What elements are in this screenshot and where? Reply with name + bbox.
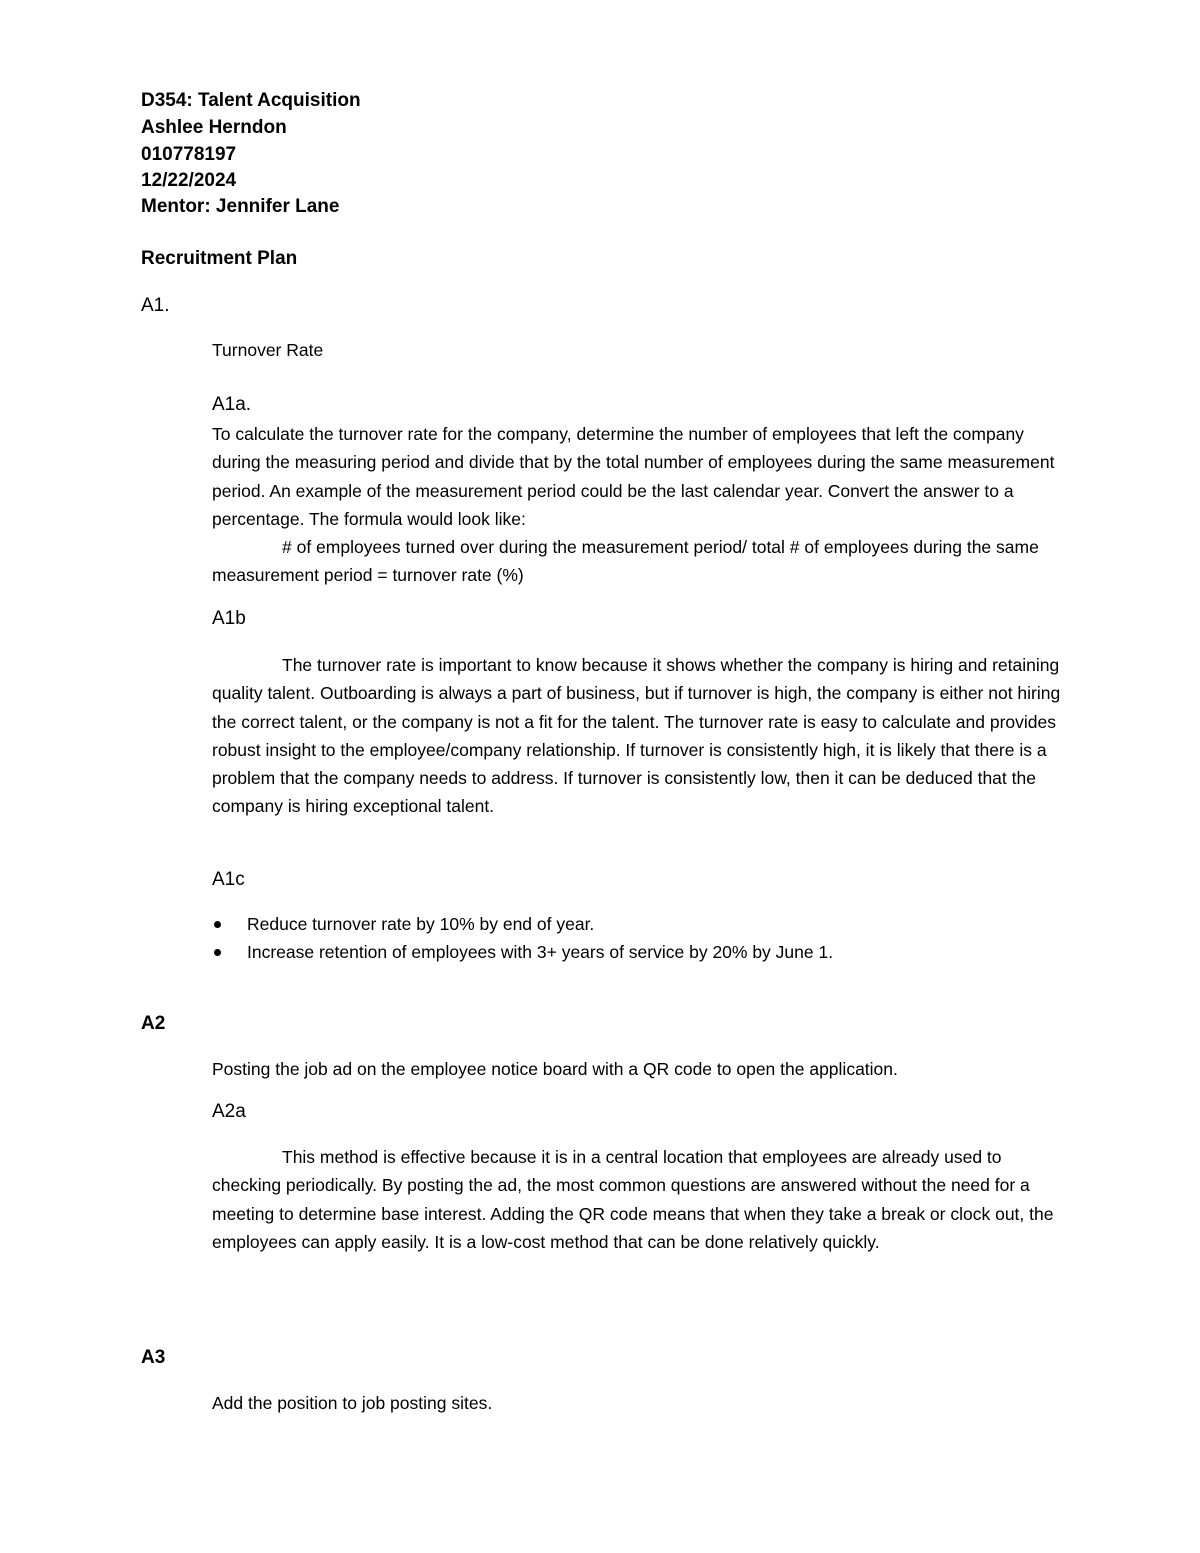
bullet-icon (214, 921, 221, 928)
section-label-a2: A2 (141, 1013, 166, 1034)
section-label-a1a: A1a. (212, 394, 252, 415)
student-id: 010778197 (141, 144, 237, 165)
a1b-body (212, 651, 1072, 821)
bullet-icon (214, 949, 221, 956)
section-label-a1: A1. (141, 295, 170, 316)
a1b-paragraph: The turnover rate is important to know because it shows whether the company is hiring and retaining quality talent. Outboarding is always a part of business, but if turnover is high, the company is either not hiring the correct talent, or the company is not a fit for the talent. The turnover rate is easy to calculate and provides robust insight to the employee/company relationship. If turnover is consistently high, it is likely that there is a problem that the company needs to address. If turnover is consistently low, then it can be deduced that the company is hiring exceptional talent. (212, 655, 1061, 817)
mentor-name: Mentor: Jennifer Lane (141, 196, 340, 217)
list-item-text: Reduce turnover rate by 10% by end of year. (247, 914, 595, 934)
a2a-paragraph: This method is effective because it is in a central location that employees are already used to checking periodically. By posting the ad, the most common questions are answered without the need for a meeting to determine base interest. Adding the QR code means that when they take a break or clock out, the employees can apply easily. It is a low-cost method that can be done relatively quickly. (212, 1147, 1054, 1252)
a3-body (212, 1389, 1072, 1417)
submission-date: 12/22/2024 (141, 170, 237, 191)
a1a-paragraph: To calculate the turnover rate for the company, determine the number of employees that left the company during the measuring period and divide that by the total number of employees during the same measurement period. An example of the measurement period could be the last calendar year. Convert the answer to a percentage. The formula would look like: (212, 424, 1055, 529)
a1c-goal-list (212, 910, 1072, 967)
section-label-a3: A3 (141, 1347, 166, 1368)
a2-body (212, 1055, 1072, 1083)
course-title: D354: Talent Acquisition (141, 90, 361, 111)
student-name: Ashlee Herndon (141, 117, 287, 138)
document-title: Recruitment Plan (141, 248, 298, 269)
list-item (212, 938, 1072, 966)
a1a-body (212, 420, 1072, 590)
a3-paragraph: Add the position to job posting sites. (212, 1393, 493, 1413)
section-label-a1b: A1b (212, 608, 246, 629)
a1a-formula: # of employees turned over during the measurement period/ total # of employees during the same measurement period = turnover rate (%) (212, 537, 1039, 586)
list-item-text: Increase retention of employees with 3+ years of service by 20% by June 1. (247, 942, 834, 963)
list-item (212, 910, 1072, 938)
a2a-body (212, 1143, 1072, 1256)
section-subtitle-turnover-rate: Turnover Rate (212, 340, 324, 360)
a2-paragraph: Posting the job ad on the employee notice board with a QR code to open the application. (212, 1059, 898, 1079)
section-label-a1c: A1c (212, 869, 245, 890)
section-label-a2a: A2a (212, 1101, 246, 1122)
